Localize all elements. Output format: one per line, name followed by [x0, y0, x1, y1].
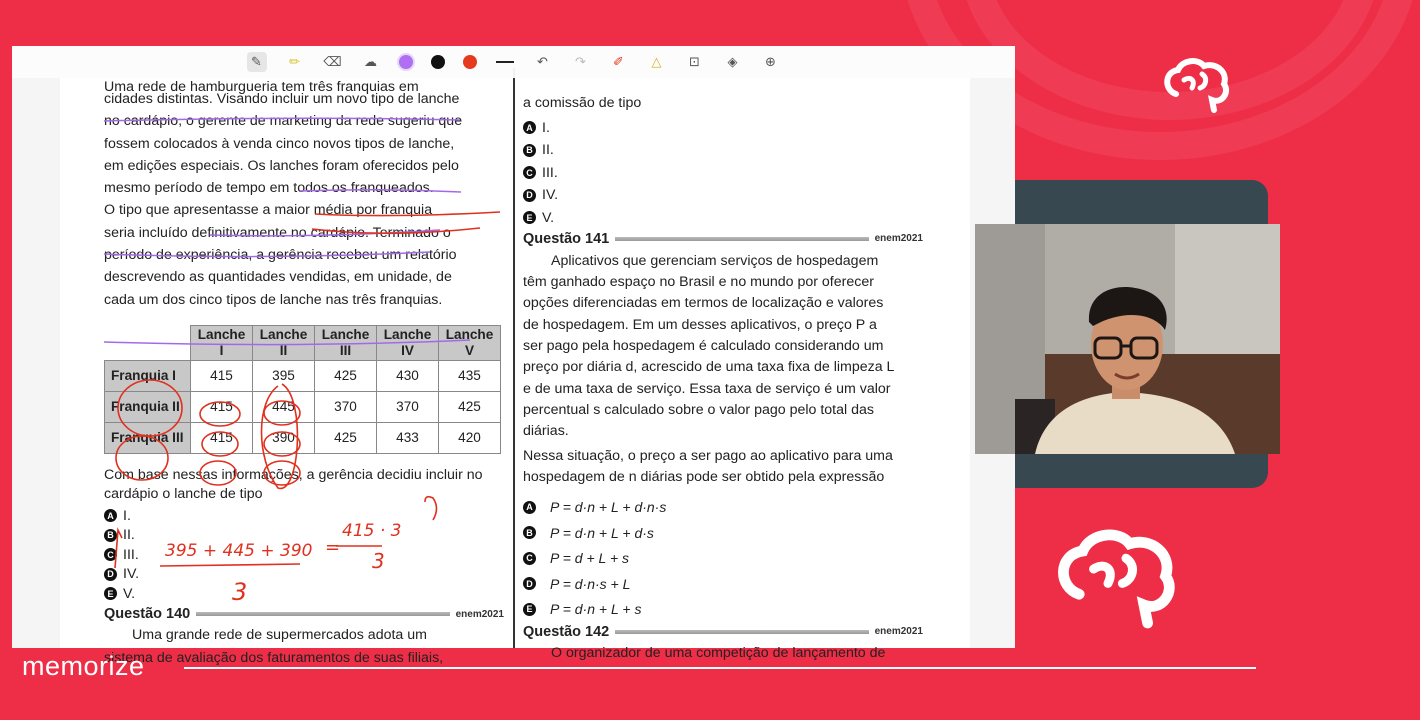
color-red-swatch[interactable] [463, 55, 477, 69]
lasso-icon[interactable]: ☁ [364, 54, 377, 70]
color-purple-swatch[interactable] [399, 55, 413, 69]
table-header-row [105, 325, 501, 360]
question-141-prompt [523, 446, 923, 488]
option-letter-badge: E [523, 603, 536, 616]
answer-option[interactable] [523, 139, 923, 162]
intro-cut-line: Uma rede de hamburgueria tem três franquias em [104, 79, 419, 95]
table-header-cell: Lanche V [439, 325, 501, 360]
exam-page [60, 68, 970, 666]
brain-logo-large-icon [1054, 528, 1180, 628]
answer-option[interactable] [523, 520, 923, 546]
table-header-cell: Lanche IV [377, 325, 439, 360]
table-cell: 433 [377, 422, 439, 453]
option-letter-badge: E [104, 587, 117, 600]
table-row [105, 422, 501, 453]
option-letter-badge: B [104, 529, 117, 542]
handwritten-numerator: 395 + 445 + 390 [165, 541, 313, 561]
option-text: I. [542, 119, 550, 136]
question-141-options [523, 494, 923, 622]
answer-option[interactable] [523, 116, 923, 139]
option-text: IV. [123, 566, 140, 583]
text-line: opções diferenciadas em termos de localização e valores [523, 295, 884, 312]
answer-option[interactable] [523, 184, 923, 207]
option-text: P = d·n + L + d·n·s [550, 499, 667, 516]
text-line: preço por diária d, acrescido de uma taxa fixa de limpeza L [523, 359, 895, 376]
laser-icon[interactable]: ✐ [613, 54, 624, 70]
text-line: em edições especiais. Os lanches foram oferecidos pelo [104, 157, 459, 174]
right-column [523, 80, 923, 661]
question-141-header [523, 229, 923, 249]
question-header-rule [196, 612, 449, 616]
table-cell: 370 [315, 391, 377, 422]
option-letter-badge: C [104, 548, 117, 561]
text-line: têm ganhado espaço no Brasil e no mundo por oferecer [523, 274, 874, 291]
sticker-icon[interactable]: ◈ [727, 54, 738, 70]
answer-option[interactable] [523, 545, 923, 571]
answer-option[interactable] [523, 161, 923, 184]
question-header-rule [615, 237, 868, 241]
row-label: Franquia III [105, 422, 191, 453]
text-line: no cardápio, o gerente de marketing da rede sugeriu que [104, 113, 463, 130]
annotation-toolbar [12, 46, 1015, 78]
text-line: Aplicativos que gerenciam serviços de hospedagem [551, 252, 879, 269]
text-icon[interactable]: ⊡ [689, 54, 700, 70]
question-title: Questão 140 [104, 606, 191, 623]
option-letter-badge: D [104, 568, 117, 581]
answer-option[interactable] [523, 494, 923, 520]
answer-option[interactable] [104, 525, 504, 545]
column-divider [513, 68, 515, 648]
sales-table [104, 325, 501, 454]
presenter-video [975, 224, 1280, 454]
webcam-feed [975, 224, 1280, 454]
handwritten-fraction-bottom: 3 [372, 549, 385, 573]
question-header-rule [615, 630, 868, 634]
text-line: cada um dos cinco tipos de lanche nas três franquias. [104, 291, 443, 308]
answer-option[interactable] [523, 571, 923, 597]
enem-tag: enem2021 [874, 233, 923, 245]
answer-option[interactable] [523, 596, 923, 622]
question-140-options [523, 116, 923, 229]
question-139-prompt: Com base nessas informações, a gerência decidiu incluir no cardápio o lanche de tipo [104, 466, 483, 502]
text-line: e de uma taxa de serviço. Essa taxa de serviço é um valor [523, 380, 891, 397]
brand-wordmark: memorize [22, 651, 145, 681]
text-line: cidades distintas. Visando incluir um novo tipo de lanche [104, 91, 460, 107]
option-text: P = d·n·s + L [550, 575, 631, 592]
option-letter-badge: D [523, 189, 536, 202]
question-140-cut-text: a comissão de tipo [523, 95, 642, 111]
table-cell: 425 [315, 360, 377, 391]
question-139-text [104, 88, 504, 311]
option-letter-badge: B [523, 526, 536, 539]
table-cell: 415 [191, 360, 253, 391]
table-corner-cell [105, 325, 191, 360]
question-142-text: O organizador de uma competição de lançamento de [551, 644, 886, 661]
more-icon[interactable]: ⊕ [765, 54, 776, 70]
question-140-text [104, 624, 504, 669]
option-text: V. [123, 585, 136, 602]
option-text: P = d·n + L + s [550, 601, 642, 618]
text-line: hospedagem de n diárias pode ser obtido pela expressão [523, 469, 885, 486]
text-line: fossem colocados à venda cinco novos tipos de lanche, [104, 135, 455, 152]
color-black-swatch[interactable] [431, 55, 445, 69]
answer-option[interactable] [104, 506, 504, 526]
option-text: V. [542, 209, 555, 226]
text-line: Nessa situação, o preço a ser pago ao aplicativo para uma [523, 448, 893, 465]
option-letter-badge: B [523, 144, 536, 157]
text-line: O tipo que apresentasse a maior média por franquia [104, 202, 433, 219]
handwritten-equals: = [325, 537, 341, 558]
redo-icon[interactable]: ↷ [575, 54, 586, 70]
undo-icon[interactable]: ↶ [537, 54, 548, 70]
text-line: ser pago pela hospedagem é calculado considerando um [523, 337, 884, 354]
option-letter-badge: E [523, 211, 536, 224]
table-cell: 425 [315, 422, 377, 453]
option-text: II. [123, 527, 135, 544]
table-cell: 420 [439, 422, 501, 453]
text-line: de hospedagem. Em um desses aplicativos, o preço P a [523, 316, 877, 333]
highlighter-icon[interactable]: ✏ [289, 54, 300, 70]
table-row [105, 360, 501, 391]
option-letter-badge: A [523, 501, 536, 514]
table-header-cell: Lanche III [315, 325, 377, 360]
text-line: diárias. [523, 423, 569, 440]
text-line: Uma grande rede de supermercados adota um [132, 627, 427, 644]
option-letter-badge: C [523, 552, 536, 565]
option-letter-badge: D [523, 577, 536, 590]
table-cell: 445 [253, 391, 315, 422]
table-row [105, 391, 501, 422]
shapes-icon[interactable]: △ [651, 54, 662, 70]
table-cell: 370 [377, 391, 439, 422]
answer-option[interactable] [104, 564, 504, 584]
table-cell: 415 [191, 391, 253, 422]
option-text: II. [542, 142, 554, 159]
question-title: Questão 142 [523, 623, 610, 640]
table-cell: 430 [377, 360, 439, 391]
option-text: III. [542, 164, 558, 181]
eraser-icon[interactable]: ⌫ [323, 54, 342, 70]
text-line: período de experiência, a gerência recebeu um relatório [104, 247, 457, 264]
table-header-cell: Lanche I [191, 325, 253, 360]
text-line: seria incluído definitivamente no cardápio. Terminado o [104, 224, 451, 241]
table-cell: 395 [253, 360, 315, 391]
enem-tag: enem2021 [455, 608, 504, 620]
question-141-text [523, 251, 923, 443]
option-letter-badge: C [523, 166, 536, 179]
option-text: III. [123, 546, 139, 563]
handwritten-denominator: 3 [232, 578, 248, 606]
row-label: Franquia II [105, 391, 191, 422]
text-line: sistema de avaliação dos faturamentos de suas filiais, [104, 649, 444, 666]
option-text: P = d + L + s [550, 550, 630, 567]
option-text: I. [123, 507, 131, 524]
text-line: descrevendo as quantidades vendidas, em unidade, de [104, 269, 452, 286]
brain-logo-icon [1162, 58, 1232, 112]
question-title: Questão 141 [523, 230, 610, 247]
question-142-header [523, 622, 923, 642]
pen-icon[interactable]: ✎ [247, 52, 267, 72]
answer-option[interactable] [523, 206, 923, 229]
footer-rule [184, 667, 1256, 669]
question-139-options [104, 506, 504, 604]
table-cell: 435 [439, 360, 501, 391]
handwritten-fraction-top: 415 · 3 [342, 521, 402, 541]
enem-tag: enem2021 [874, 626, 923, 638]
option-text: P = d·n + L + d·s [550, 524, 654, 541]
option-letter-badge: A [523, 121, 536, 134]
table-header-cell: Lanche II [253, 325, 315, 360]
table-cell: 415 [191, 422, 253, 453]
line-icon[interactable] [495, 52, 515, 72]
option-text: IV. [542, 187, 559, 204]
question-140-header [104, 604, 504, 624]
answer-option[interactable] [104, 584, 504, 604]
row-label: Franquia I [105, 360, 191, 391]
text-line: mesmo período de tempo em todos os franqueados. [104, 180, 434, 197]
left-column [104, 76, 504, 669]
option-letter-badge: A [104, 509, 117, 522]
table-cell: 390 [253, 422, 315, 453]
answer-option[interactable] [104, 545, 504, 565]
text-line: percentual s calculado sobre o valor pago pelo total das [523, 401, 874, 418]
table-cell: 425 [439, 391, 501, 422]
